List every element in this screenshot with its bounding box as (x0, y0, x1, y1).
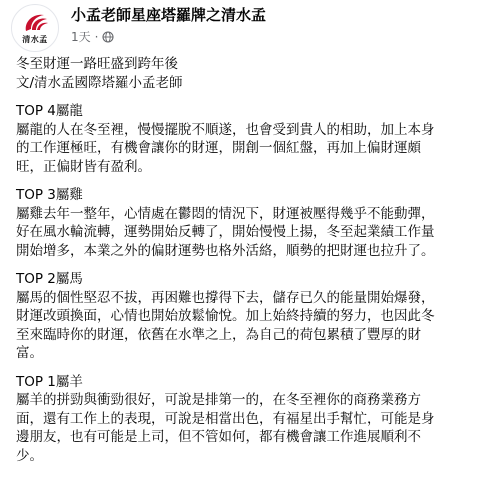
section-text-line: 邊朋友，也有可能是上司，但不管如何，都有機會讓工作進展順利不 (16, 429, 421, 445)
section-title: TOP 2屬馬 (16, 271, 83, 287)
paragraph-gap (16, 363, 488, 373)
section-text-line: 的工作運極旺，有機會讓你的財運，開創一個紅盤，再加上偏財運頗 (16, 140, 421, 156)
section-text-line: 至來臨時你的財運，依舊在水準之上，為自己的荷包累積了豐厚的財 (16, 326, 421, 343)
post-body (16, 55, 488, 465)
paragraph-gap (16, 92, 488, 102)
section-text-line: 富。 (16, 345, 43, 361)
section-text-line: 財運改頭換面，心情也開始放鬆愉悅。加上始終持續的努力，也因此冬 (16, 308, 435, 324)
post-meta (71, 4, 266, 45)
section-text-line: 面，還有工作上的表現，可說是相當出色，有福星出手幫忙，可能是身 (16, 410, 435, 427)
globe-icon[interactable] (102, 31, 114, 43)
post-title-line: 冬至財運一路旺盛到跨年後 (16, 56, 178, 72)
section-text-line: 屬龍的人在冬至裡，慢慢擺脫不順遂，也會受到貴人的相助，加上本身 (16, 121, 435, 138)
section-text-line: 屬雞去年一整年，心情處在鬱悶的情況下，財運被壓得幾乎不能動彈， (16, 205, 435, 222)
paragraph-gap (16, 176, 488, 186)
section-text-line: 屬馬的個性堅忍不拔，再困難也撐得下去，儲存已久的能量開始爆發， (16, 289, 435, 306)
section-text-line: 旺，正偏財皆有盈利。 (16, 158, 151, 175)
page-name-link[interactable]: 小孟老師星座塔羅牌之清水孟 (71, 6, 267, 24)
post-header (11, 4, 266, 52)
section-text-line: 開始增多，本業之外的偏財運勢也格外活絡，順勢的把財運也拉升了。 (16, 242, 435, 259)
section-text-line: 好在風水輪流轉，運勢開始反轉了，開始慢慢上揚，冬至起業績工作量 (16, 224, 435, 240)
paragraph-gap (16, 260, 488, 270)
post-timestamp[interactable]: 1天 (71, 30, 91, 44)
section-text-line: 屬羊的拼勁與衝勁很好，可說是排第一的，在冬至裡你的商務業務方 (16, 392, 421, 408)
avatar-logo-text: 清水孟 (22, 35, 48, 44)
page-avatar[interactable] (11, 4, 59, 52)
separator-dot: · (94, 30, 99, 44)
post-title-line: 文/清水孟國際塔羅小孟老師 (16, 74, 183, 91)
section-text-line: 少。 (16, 447, 43, 464)
post-subline (71, 29, 266, 45)
section-title: TOP 3屬雞 (16, 187, 83, 203)
section-title: TOP 4屬龍 (16, 103, 83, 119)
section-title: TOP 1屬羊 (16, 373, 83, 390)
